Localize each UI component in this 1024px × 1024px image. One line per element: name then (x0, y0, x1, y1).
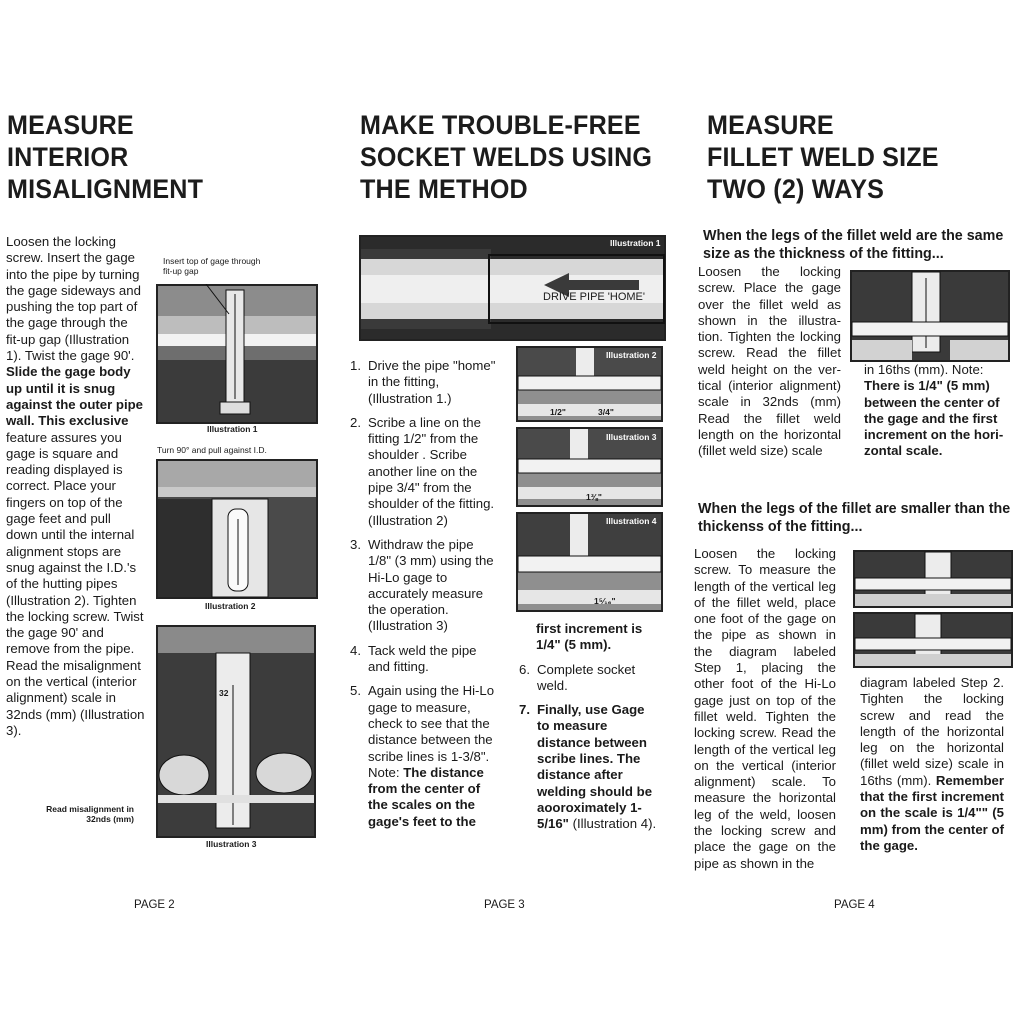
page3-illustration-2-label: Illustration 2 (606, 350, 657, 360)
page4-body-2: Loosen the locking screw. To measure the length of the vertical leg of the fillet weld, place one foot of the gage on the pipe as shown in the diagram labeled Step 1, placing the other foot of the Hi-Lo gage just on top of the fillet weld. Tighten the locking screw. Read the length of the vertical leg on the vertical (interior alignment) scale. To measure the horizontal leg of the weld, loosen the locking screw and place the gage on the pipe as shown in the (694, 546, 836, 871)
page3-illustration-4 (516, 512, 663, 612)
dim-one-five-sixteenths: 1⁵⁄₁₆" (594, 596, 616, 606)
page4-title: MEASURE FILLET WELD SIZE TWO (2) WAYS (707, 110, 939, 204)
dim-half: 1/2" (550, 407, 566, 417)
page3-title: MAKE TROUBLE-FREE SOCKET WELDS USING THE METHOD (360, 110, 653, 204)
caption-insert: Insert top of gage through fit-up gap (163, 256, 261, 276)
dim-three-quarter: 3/4" (598, 407, 614, 417)
dim-one-three-eighths: 1⅜" (586, 492, 602, 502)
drive-pipe-label: DRIVE PIPE 'HOME' (543, 291, 645, 303)
page-number-3: PAGE 3 (484, 899, 525, 911)
page3-steps-continued: first increment is 1/4" (5 mm). 6. Complete socket weld. 7. Finally, use Gage to measure distance between scribe lines. The distance after welding should be aooroximately 1-5/16" (Illustration 4). (519, 621, 659, 841)
scale-32-label: 32 (219, 688, 229, 698)
page4-body-1-right: in 16ths (mm). Note: There is 1/4" (5 mm) between the center of the gage and the first increment on the hori-zontal scale. (864, 362, 1004, 459)
page2-illustration-3 (156, 625, 316, 838)
page4-illustration-step-1 (853, 550, 1013, 608)
page-number-4: PAGE 4 (834, 899, 875, 911)
step-1: 1. Drive the pipe "home" in the fitting, (Illustration 1.) (350, 358, 496, 406)
page3-illustration-1 (359, 235, 666, 341)
page3-illustration-1-label: Illustration 1 (610, 238, 661, 248)
step-3: 3. Withdraw the pipe 1/8" (3 mm) using the Hi-Lo gage to accurately measure the operation. (Illustration 3) (350, 536, 494, 634)
page4-illustration-step-2 (853, 612, 1013, 668)
page3-illustration-4-label: Illustration 4 (606, 516, 657, 526)
page4-subheading-1: When the legs of the fillet weld are the same size as the thickness of the fitting... (703, 228, 1004, 262)
step-6: 6. Complete socket weld. (519, 661, 636, 693)
step-4: 4. Tack weld the pipe and fitting. (350, 642, 477, 675)
page3-illustration-3-label: Illustration 3 (606, 432, 657, 442)
caption-read-misalignment: Read misalignment in 32nds (mm) (46, 804, 134, 824)
illustration-3-label: Illustration 3 (206, 839, 257, 849)
page4-body-2-right: diagram labeled Step 2. Tighten the locking screw and read the length of the horizontal leg on the horizontal (fillet weld size) scale in 16ths (mm). Remember that the first increment on the scale is 1/4"" (5 mm) from the center of the gage. (860, 675, 1004, 853)
page-number-2: PAGE 2 (134, 899, 175, 911)
step-2: 2. Scribe a line on the fitting 1/2" from the shoulder . Scribe another line on the pipe 3/4" from the shoulder of the fitting. (Illustration 2) (350, 414, 495, 528)
page4-body-1: Loosen the locking screw. Place the gage over the fillet weld as shown in the illustra-tion. Tighten the locking screw. Read the fillet weld height on the ver-tical (interior alignment) scale in 32nds (mm) Read the fillet weld length on the horizontal (fillet weld size) scale (698, 264, 841, 459)
step-7: 7. Finally, use Gage to measure distance between scribe lines. The distance after welding should be aooroximately 1-5/16" (Illustration 4). (519, 702, 657, 832)
caption-turn: Turn 90° and pull against I.D. (157, 445, 267, 455)
illustration-2-label: Illustration 2 (205, 601, 256, 611)
illustration-1-label: Illustration 1 (207, 424, 258, 434)
page2-illustration-2 (156, 459, 318, 599)
page2-title: MEASURE INTERIOR MISALIGNMENT (7, 110, 204, 204)
page3-steps (350, 358, 500, 838)
step-5: 5. Again using the Hi-Lo gage to measure, check to see that the distance between the scribe lines is 1-3/8". Note: The distance from the center of the scales on the gage's feet to the (350, 683, 495, 829)
page4-subheading-2: When the legs of the fillet are smaller than the thickenss of the fitting... (698, 501, 1011, 535)
page2-illustration-1 (156, 284, 318, 424)
page2-body: Loosen the locking screw. Insert the gage into the pipe by turning the gage sideways and pushing the top part of the gage through the fit-up gap (Illustration 1). Twist the gage 90'. Slide the gage body up until it is snug against the outer pipe wall. This exclusive feature assures you gage is square and reading displayed is correct. Place your fingers on top of the gage feet and pull down until the internal alignment stops are snug against the I.D.'s of the hutting pipes (Illustration 2). Tighten the locking screw. Twist the gage 90' and remove from the pipe. Read the misalignment on the vertical (interior alignment) scale in 32nds (mm) (Illustration 3). (6, 234, 145, 738)
page4-illustration-1 (850, 270, 1010, 362)
